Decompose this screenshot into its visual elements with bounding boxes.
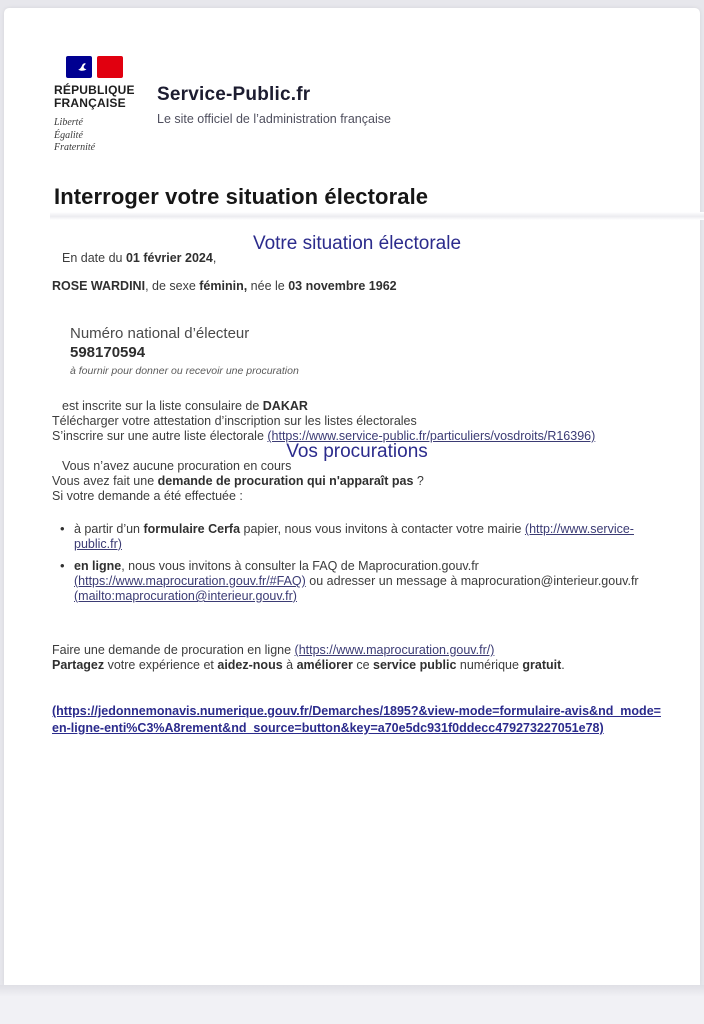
site-title: Service-Public.fr [157, 84, 311, 105]
marianne-icon [76, 60, 90, 74]
elector-number-value: 598170594 [70, 344, 146, 361]
page-title: Interroger votre situation électorale [54, 184, 429, 209]
register-other-list-line: S’inscrire sur une autre liste électorale (https://www.service-public.fr/particuliers/vosdroits/R16396) [52, 429, 596, 443]
attestation-line: Télécharger votre attestation d’inscription sur les listes électorales [52, 414, 417, 428]
french-flag-icon [66, 56, 164, 78]
register-other-list-link[interactable]: (https://www.service-public.fr/particuliers/vosdroits/R16396) [267, 429, 596, 443]
list-item-en-ligne: • en ligne, nous vous invitons à consulter la FAQ de Maprocuration.gouv.fr (https://www.maprocuration.gouv.fr/#FAQ) ou adresser un message à maprocuration@interieur.gouv.fr (mailto:maprocuration@interieur.gouv.fr) [60, 559, 662, 604]
feedback-link[interactable]: (https://jedonnemonavis.numerique.gouv.fr/Demarches/1895?&view-mode=formulaire-avis&nd_mode=en-ligne-enti%C3%A8rement&nd_source=button&key=a70e5dc931f0ddecc479273227051e78) [52, 704, 661, 735]
section-procurations-title: Vos procurations [286, 441, 428, 462]
site-tagline: Le site officiel de l’administration française [157, 112, 391, 126]
spacer [52, 611, 662, 643]
background-band [0, 985, 704, 1024]
elector-number-label: Numéro national d’électeur [70, 325, 250, 342]
elector-number-note: à fournir pour donner ou recevoir une procuration [70, 365, 299, 377]
mailto-link[interactable]: (mailto:maprocuration@interieur.gouv.fr) [74, 589, 297, 603]
no-proxy-line: Vous n’avez aucune procuration en cours [62, 459, 292, 473]
main-content [52, 184, 662, 737]
proxy-options-list [60, 522, 662, 604]
section-situation-title: Votre situation électorale [252, 233, 462, 254]
registered-line: est inscrite sur la liste consulaire de DAKAR [62, 399, 308, 413]
maprocuration-link[interactable]: (https://www.maprocuration.gouv.fr/) [294, 643, 495, 657]
republique-text: RÉPUBLIQUE FRANÇAISE [54, 83, 135, 110]
maprocuration-faq-link[interactable]: (https://www.maprocuration.gouv.fr/#FAQ) [74, 574, 306, 588]
flag-blue-block [66, 56, 92, 78]
brand-block [157, 84, 391, 126]
date-line: En date du 01 février 2024, [62, 251, 217, 265]
document-page [4, 8, 700, 985]
republique-francaise-logo [54, 56, 164, 155]
share-experience-line: Partagez votre expérience et aidez-nous à améliorer ce service public numérique gratuit. [52, 658, 565, 672]
list-item-cerfa: • à partir d’un formulaire Cerfa papier, nous vous invitons à contacter votre mairie (http://www.service-public.fr) [60, 522, 662, 552]
flag-red-block [97, 56, 123, 78]
liberte-egalite-fraternite: Liberté Égalité Fraternité [54, 117, 96, 153]
proxy-request-line: Vous avez fait une demande de procuration qui n'apparaît pas ? [52, 474, 424, 488]
site-header [50, 54, 650, 154]
service-public-link[interactable]: (http://www.service-public.fr) [74, 522, 634, 551]
elector-number-block [70, 324, 662, 379]
make-proxy-request-line: Faire une demande de procuration en ligne (https://www.maprocuration.gouv.fr/) [52, 643, 495, 657]
if-request-line: Si votre demande a été effectuée : [52, 489, 243, 503]
person-line: ROSE WARDINI, de sexe féminin, née le 03 novembre 1962 [52, 279, 397, 293]
